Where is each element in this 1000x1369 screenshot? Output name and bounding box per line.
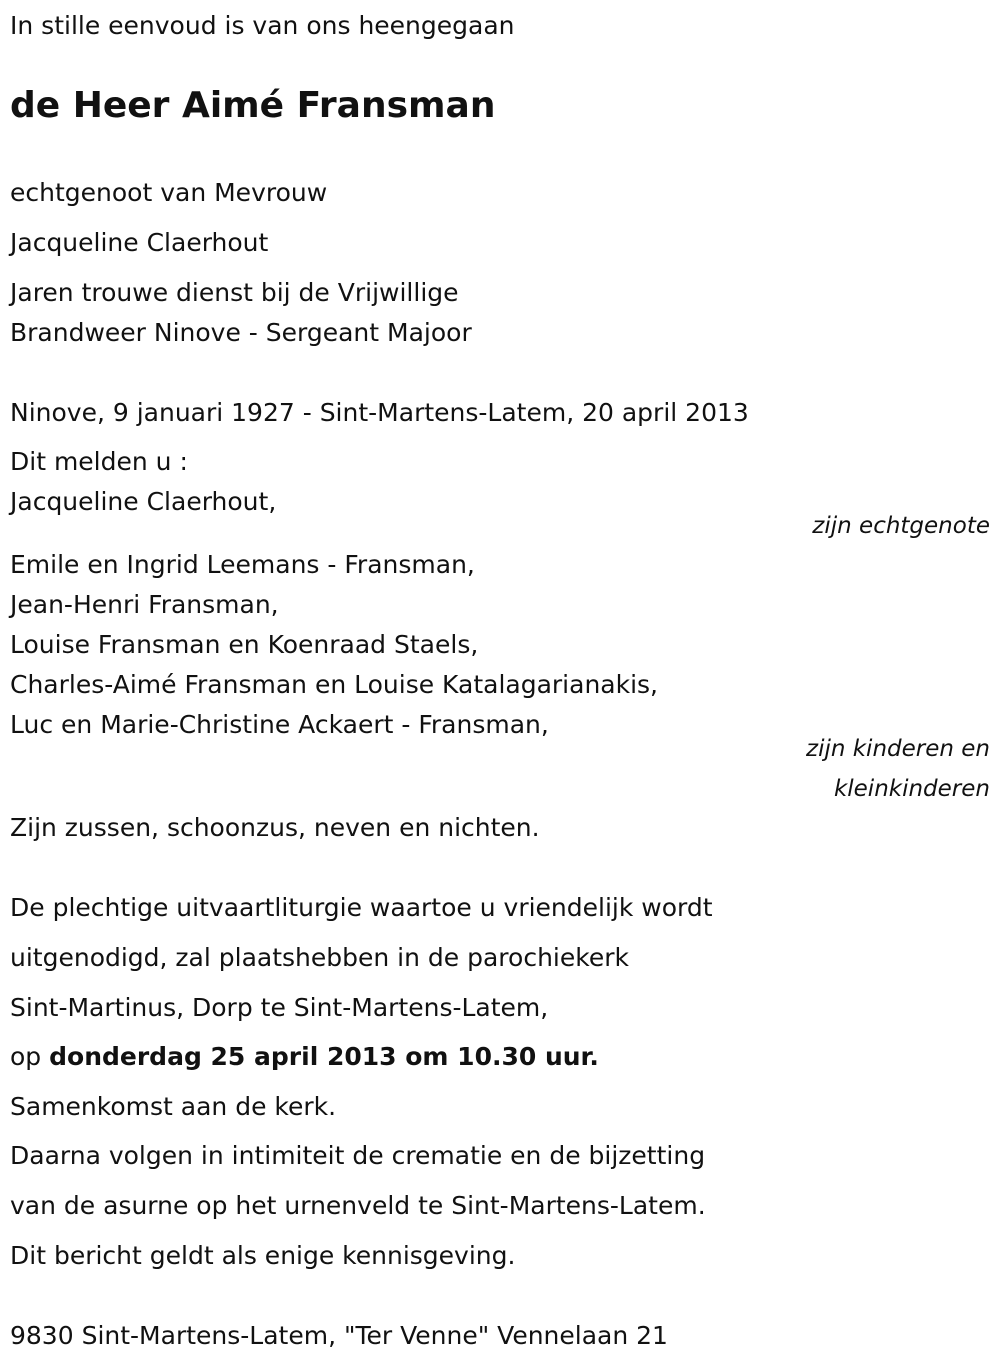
funeral-date-prefix: op [10, 1042, 50, 1071]
intro-text: In stille eenvoud is van ons heengegaan [10, 11, 515, 40]
funeral-date-line [10, 1041, 599, 1073]
funeral-line-2: uitgenodigd, zal plaatshebben in de parochiekerk [10, 943, 629, 972]
service-line-1: Jaren trouwe dienst bij de Vrijwillige [10, 278, 459, 307]
address-line: 9830 Sint-Martens-Latem, "Ter Venne" Vennelaan 21 [10, 1321, 668, 1350]
relatives-line: Zijn zussen, schoonzus, neven en nichten. [10, 813, 540, 842]
children-role-2: kleinkinderen [833, 776, 990, 802]
deceased-name: de Heer Aimé Fransman [10, 85, 496, 126]
cremation-line-1: Daarna volgen in intimiteit de crematie en de bijzetting [10, 1141, 706, 1170]
child-line: Luc en Marie-Christine Ackaert - Fransman, [10, 710, 549, 739]
child-line: Louise Fransman en Koenraad Staels, [10, 630, 479, 659]
child-line: Emile en Ingrid Leemans - Fransman, [10, 550, 475, 579]
service-line-2: Brandweer Ninove - Sergeant Majoor [10, 318, 472, 347]
spouse-label: echtgenoot van Mevrouw [10, 178, 328, 207]
notice-line: Dit bericht geldt als enige kennisgeving. [10, 1241, 516, 1270]
funeral-line-3: Sint-Martinus, Dorp te Sint-Martens-Latem, [10, 993, 549, 1022]
cremation-line-2: van de asurne op het urnenveld te Sint-Martens-Latem. [10, 1191, 706, 1220]
funeral-line-1: De plechtige uitvaartliturgie waartoe u vriendelijk wordt [10, 893, 713, 922]
child-line: Jean-Henri Fransman, [10, 590, 279, 619]
gathering-line: Samenkomst aan de kerk. [10, 1092, 337, 1121]
child-line: Charles-Aimé Fransman en Louise Katalagarianakis, [10, 670, 658, 699]
spouse-role: zijn echtgenote [812, 513, 990, 539]
children-role-1: zijn kinderen en [806, 736, 990, 762]
funeral-date: donderdag 25 april 2013 om 10.30 uur. [49, 1042, 599, 1071]
spouse-name: Jacqueline Claerhout [10, 228, 269, 257]
announce-label: Dit melden u : [10, 447, 188, 476]
birth-death-dates: Ninove, 9 januari 1927 - Sint-Martens-Latem, 20 april 2013 [10, 398, 749, 427]
announcer-spouse: Jacqueline Claerhout, [10, 487, 277, 516]
